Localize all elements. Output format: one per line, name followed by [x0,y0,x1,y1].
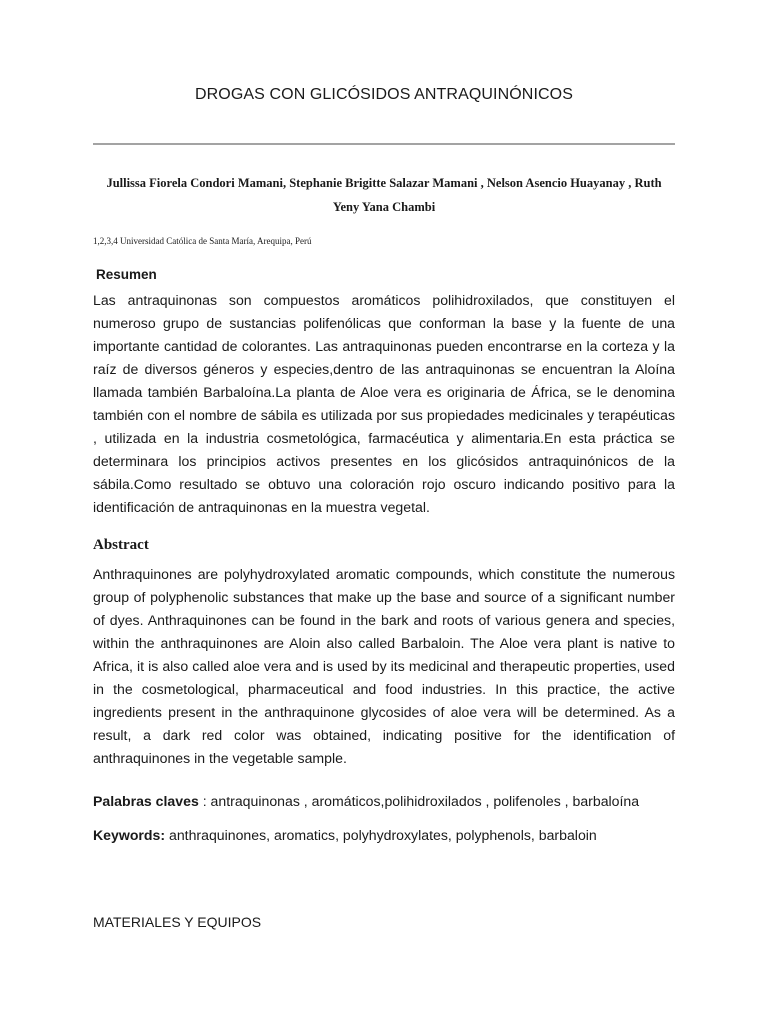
palabras-claves-line [93,791,675,811]
affiliation: 1,2,3,4 Universidad Católica de Santa María, Arequipa, Perú [93,236,312,246]
keywords-line [93,825,675,845]
palabras-claves-value: : antraquinonas , aromáticos,polihidroxilados , polifenoles , barbaloína [198,793,640,809]
section-heading-materiales: MATERIALES Y EQUIPOS [93,914,262,930]
paper-title: DROGAS CON GLICÓSIDOS ANTRAQUINÓNICOS [195,86,573,103]
resumen-heading: Resumen [96,267,157,282]
resumen-body: Las antraquinonas son compuestos aromáticos polihidroxilados, que constituyen el numeroso grupo de sustancias polifenólicas que conforman la base y la fuente de una importante cantidad de colorantes. Las antraquinonas pueden encontrarse en la corteza y la raíz de diversos géneros y especies,dentro de las antraquinonas se encuentran la Aloína llamada también Barbaloína.La planta de Aloe vera es originaria de África, se le denomina también con el nombre de sábila es utilizada por sus propiedades medicinales y terapéuticas , utilizada en la industria cosmetológica, farmacéutica y alimentaria.En esta práctica se determinara los principios activos presentes en los glicósidos antraquinónicos de la sábila.Como resultado se obtuvo una coloración rojo oscuro indicando positivo para la identificación de antraquinonas en la muestra vegetal. [93,292,675,515]
author-list: Jullissa Fiorela Condori Mamani, Stephanie Brigitte Salazar Mamani , Nelson Asencio Huayanay , Ruth Yeny Yana Chambi [106,176,662,214]
keywords-value: anthraquinones, aromatics, polyhydroxylates, polyphenols, barbaloin [165,827,597,843]
palabras-claves-label: Palabras claves [93,793,199,809]
title-divider [93,143,675,145]
abstract-body: Anthraquinones are polyhydroxylated aromatic compounds, which constitute the numerous group of polyphenolic substances that make up the base and source of a significant number of dyes. Anthraquinones can be found in the bark and roots of various genera and species, within the anthraquinones are Aloin also called Barbaloin. The Aloe vera plant is native to Africa, it is also called aloe vera and is used by its medicinal and therapeutic properties, used in the cosmetological, pharmaceutical and food industries. In this practice, the active ingredients present in the anthraquinone glycosides of aloe vera will be determined. As a result, a dark red color was obtained, indicating positive for the identification of anthraquinones in the vegetable sample. [93,566,675,766]
keywords-label: Keywords: [93,827,166,843]
abstract-heading: Abstract [93,537,149,553]
